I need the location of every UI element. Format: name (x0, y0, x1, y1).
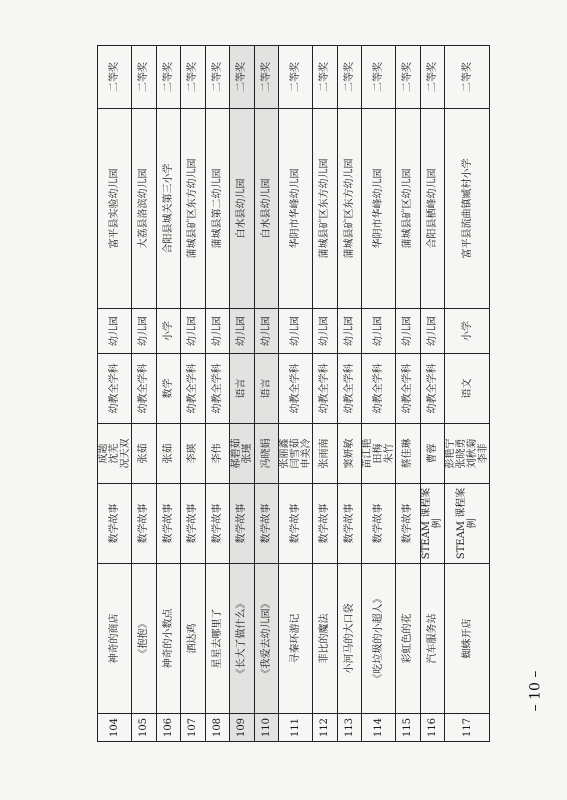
subject-cell: 语文 (445, 354, 490, 424)
category-cell: 数学故事 (205, 484, 230, 564)
work-title-cell: 汽车服务站 (420, 564, 445, 714)
category-cell: 数学故事 (156, 484, 181, 564)
authors-cell: 李瑛 (181, 424, 206, 484)
authors-cell: 成题 沈芜 况天双 (98, 424, 132, 484)
organization-cell: 富平县实验幼儿园 (98, 109, 132, 309)
award-level-cell: 二等奖 (279, 46, 313, 109)
award-level-cell: 二等奖 (254, 46, 279, 109)
authors-cell: 郝碧茹 张瑾 (230, 424, 255, 484)
category-cell: 数学故事 (362, 484, 396, 564)
subject-cell: 幼教全学科 (396, 354, 421, 424)
row-number-cell: 107 (181, 714, 206, 742)
category-cell: 数学故事 (313, 484, 338, 564)
subject-cell: 幼教全学科 (205, 354, 230, 424)
table-row (313, 46, 338, 742)
award-level-cell: 二等奖 (98, 46, 132, 109)
table-row (396, 46, 421, 742)
table-row (181, 46, 206, 742)
authors-cell: 蔡佳琳 (396, 424, 421, 484)
award-table (97, 45, 490, 742)
award-level-cell: 二等奖 (445, 46, 490, 109)
category-cell: STEAM 课程案例 (445, 484, 490, 564)
award-level-cell: 二等奖 (132, 46, 157, 109)
school-stage-cell: 小学 (156, 309, 181, 354)
work-title-cell: 《我爱去幼儿园》 (254, 564, 279, 714)
work-title-cell: 菲比的魔法 (313, 564, 338, 714)
category-cell: 数学故事 (98, 484, 132, 564)
row-number-cell: 114 (362, 714, 396, 742)
authors-cell: 曹蓉 (420, 424, 445, 484)
award-level-cell: 二等奖 (156, 46, 181, 109)
category-cell: 数学故事 (132, 484, 157, 564)
organization-cell: 华阴市华峰幼儿园 (362, 109, 396, 309)
school-stage-cell: 幼儿园 (205, 309, 230, 354)
work-title-cell: 寻秦环游记 (279, 564, 313, 714)
authors-cell: 张茹 (132, 424, 157, 484)
work-title-cell: 蜘蛛开店 (445, 564, 490, 714)
work-title-cell: 小河马的大口袋 (337, 564, 362, 714)
organization-cell: 华阴市华峰幼儿园 (279, 109, 313, 309)
school-stage-cell: 幼儿园 (181, 309, 206, 354)
subject-cell: 幼教全学科 (337, 354, 362, 424)
organization-cell: 合阳县栖峰幼儿园 (420, 109, 445, 309)
subject-cell: 幼教全学科 (420, 354, 445, 424)
row-number-cell: 105 (132, 714, 157, 742)
organization-cell: 富平县流曲镇臧村小学 (445, 109, 490, 309)
row-number-cell: 112 (313, 714, 338, 742)
row-number-cell: 116 (420, 714, 445, 742)
authors-cell: 张茹 (156, 424, 181, 484)
award-table-rotated (97, 46, 489, 742)
award-level-cell: 二等奖 (420, 46, 445, 109)
page-number: – 10 – (527, 670, 544, 712)
organization-cell: 白水县幼儿园 (254, 109, 279, 309)
work-title-cell: 酒达鸡 (181, 564, 206, 714)
award-level-cell: 二等奖 (313, 46, 338, 109)
award-level-cell: 二等奖 (337, 46, 362, 109)
row-number-cell: 104 (98, 714, 132, 742)
school-stage-cell: 幼儿园 (230, 309, 255, 354)
subject-cell: 幼教全学科 (362, 354, 396, 424)
organization-cell: 合阳县城关第三小学 (156, 109, 181, 309)
school-stage-cell: 幼儿园 (337, 309, 362, 354)
work-title-cell: 神奇的商店 (98, 564, 132, 714)
school-stage-cell: 幼儿园 (420, 309, 445, 354)
organization-cell: 蒲城县矿区东方幼儿园 (313, 109, 338, 309)
work-title-cell: 星星去哪里了 (205, 564, 230, 714)
organization-cell: 白水县幼儿园 (230, 109, 255, 309)
work-title-cell: 彩虹色的花 (396, 564, 421, 714)
work-title-cell: 神奇的小数点 (156, 564, 181, 714)
award-level-cell: 二等奖 (396, 46, 421, 109)
table-row (132, 46, 157, 742)
work-title-cell: 《吃垃圾的小超人》 (362, 564, 396, 714)
organization-cell: 蒲城县矿区东方幼儿园 (181, 109, 206, 309)
organization-cell: 蒲城县矿区幼儿园 (396, 109, 421, 309)
work-title-cell: 《长大了做什么》 (230, 564, 255, 714)
school-stage-cell: 幼儿园 (98, 309, 132, 354)
subject-cell: 幼教全学科 (98, 354, 132, 424)
subject-cell: 幼教全学科 (181, 354, 206, 424)
category-cell: STEAM 课程案例 (420, 484, 445, 564)
table-row (254, 46, 279, 742)
category-cell: 数学故事 (181, 484, 206, 564)
category-cell: 数学故事 (254, 484, 279, 564)
row-number-cell: 113 (337, 714, 362, 742)
category-cell: 数学故事 (396, 484, 421, 564)
work-title-cell: 《抱抱》 (132, 564, 157, 714)
table-row (156, 46, 181, 742)
table-row (279, 46, 313, 742)
school-stage-cell: 小学 (445, 309, 490, 354)
school-stage-cell: 幼儿园 (279, 309, 313, 354)
organization-cell: 蒲城县矿区东方幼儿园 (337, 109, 362, 309)
table-row (362, 46, 396, 742)
table-row (420, 46, 445, 742)
category-cell: 数学故事 (337, 484, 362, 564)
authors-cell: 李伟 (205, 424, 230, 484)
row-number-cell: 117 (445, 714, 490, 742)
organization-cell: 大荔县洛滨幼儿园 (132, 109, 157, 309)
school-stage-cell: 幼儿园 (132, 309, 157, 354)
award-level-cell: 二等奖 (181, 46, 206, 109)
table-row (337, 46, 362, 742)
row-number-cell: 115 (396, 714, 421, 742)
organization-cell: 蒲城县第二幼儿园 (205, 109, 230, 309)
subject-cell: 语言 (254, 354, 279, 424)
authors-cell: 冯晓娟 (254, 424, 279, 484)
authors-cell: 彭艳宁 张晓勇 刘秋菊 李菲 (445, 424, 490, 484)
category-cell: 数学故事 (230, 484, 255, 564)
row-number-cell: 106 (156, 714, 181, 742)
award-level-cell: 二等奖 (230, 46, 255, 109)
category-cell: 数学故事 (279, 484, 313, 564)
table-row (445, 46, 490, 742)
subject-cell: 幼教全学科 (279, 354, 313, 424)
row-number-cell: 108 (205, 714, 230, 742)
table-row (205, 46, 230, 742)
subject-cell: 语言 (230, 354, 255, 424)
authors-cell: 苗江艳 田梅 朱竹 (362, 424, 396, 484)
school-stage-cell: 幼儿园 (362, 309, 396, 354)
row-number-cell: 109 (230, 714, 255, 742)
subject-cell: 幼教全学科 (132, 354, 157, 424)
table-row (230, 46, 255, 742)
award-level-cell: 二等奖 (362, 46, 396, 109)
school-stage-cell: 幼儿园 (313, 309, 338, 354)
subject-cell: 数学 (156, 354, 181, 424)
authors-cell: 张雨南 (313, 424, 338, 484)
award-level-cell: 二等奖 (205, 46, 230, 109)
subject-cell: 幼教全学科 (313, 354, 338, 424)
school-stage-cell: 幼儿园 (254, 309, 279, 354)
row-number-cell: 111 (279, 714, 313, 742)
row-number-cell: 110 (254, 714, 279, 742)
school-stage-cell: 幼儿园 (396, 309, 421, 354)
authors-cell: 窦妍敏 (337, 424, 362, 484)
table-row (98, 46, 132, 742)
authors-cell: 张丽鑫 闫雪茹 申美冷 (279, 424, 313, 484)
